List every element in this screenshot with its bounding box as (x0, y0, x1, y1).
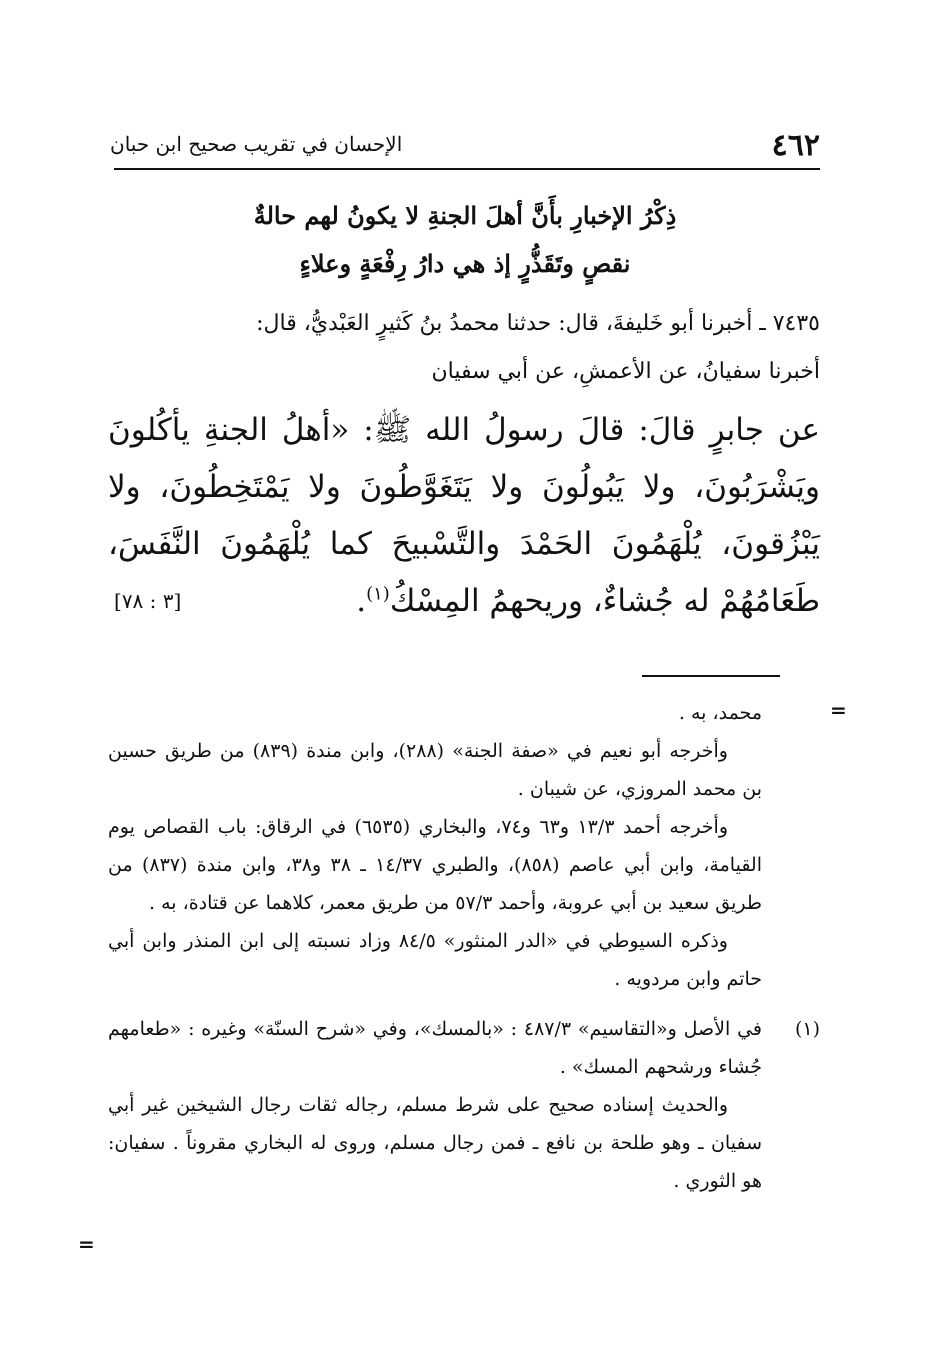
isnad-line-2: أخبرنا سفيانُ، عن الأعمشِ، عن أبي سفيان (431, 359, 820, 384)
footnote-number: (١) (794, 1018, 820, 1040)
hadith-isnad (108, 300, 820, 396)
footnote-line: وذكره السيوطي في «الدر المنثور» ٨٤/٥ وزاد نسبته إلى ابن المنذر وابن أبي حاتم وابن مردويه . (108, 930, 762, 990)
header-rule (114, 168, 820, 170)
footnote-1-text: في الأصل و«التقاسيم» ٤٨٧/٣ : «بالمسك»، وفي «شرح السنّة» وغيره : «طعامهم جُشاء ورشحهم المسك» . (108, 1018, 762, 1078)
running-head (110, 128, 820, 168)
chapter-title-line-1: ذِكْرُ الإخبارِ بأَنَّ أهلَ الجنةِ لا يكونُ لهم حالةٌ (253, 201, 677, 230)
footnote-1-text-2: والحديث إسناده صحيح على شرط مسلم، رجاله ثقات رجال الشيخين غير أبي سفيان ـ وهو طلحة بن نافع ـ فمن رجال مسلم، وروى له البخاري مقروناً . سفيان: هو الثوري . (108, 1094, 762, 1192)
footnotes (108, 694, 820, 1200)
footnote-marker: (١) (366, 583, 390, 605)
footnote-line: وأخرجه أبو نعيم في «صفة الجنة» (٢٨٨)، وابن مندة (٨٣٩) من طريق حسين بن محمد المروزي، عن شيبان . (108, 740, 762, 800)
matn-end: . (356, 583, 367, 619)
hadith-text (108, 402, 820, 630)
page-number: ٤٦٢ (771, 128, 820, 163)
footnote-line: وأخرجه أحمد ١٣/٣ و٦٣ و٧٤، والبخاري (٦٥٣٥) في الرقاق: باب القصاص يوم القيامة، وابن أبي عاصم (٨٥٨)، والطبري ١٤/٣٧ ـ ٣٨ و٣٨، وابن مندة (٨٣٧) من طريق سعيد بن أبي عروبة، وأحمد ٥٧/٣ من طريق معمر، كلاهما عن قتادة، به . (108, 816, 762, 914)
hadith-matn (108, 402, 820, 630)
isnad-line-1: ٧٤٣٥ ـ أخبرنا أبو خَليفةَ، قال: حدثنا محمدُ بنُ كَثيرٍ العَبْديُّ، قال: (256, 311, 820, 336)
footnote-line: محمد، به . (678, 702, 762, 724)
hadith-reference: [٣ : ٧٨] (114, 589, 182, 613)
matn-text: عن جابرٍ قالَ: قالَ رسولُ الله ﷺ: «أهلُ الجنةِ يأكُلونَ ويَشْرَبُونَ، ولا يَبُولُونَ ولا يَتَغَوَّطُونَ ولا يَمْتَخِطُونَ، ولا يَبْزُقونَ، يُلْهَمُونَ الحَمْدَ والتَّسْبيحَ كما يُلْهَمُونَ النَّفَسَ، طَعَامُهُمْ له جُشاءٌ، وريحهمُ المِسْكُ (108, 412, 820, 619)
chapter-title-line-2: نقصٍ وتَقَذُّرٍ إذ هي دارُ رِفْعَةٍ وعلاءٍ (299, 249, 631, 278)
continuation-mark: = (830, 698, 847, 722)
footnote-1 (108, 1010, 820, 1086)
running-title: الإحسان في تقريب صحيح ابن حبان (110, 132, 403, 156)
end-continuation-mark: = (78, 1232, 95, 1256)
chapter-title (110, 192, 820, 288)
footnote-rule (642, 675, 780, 677)
